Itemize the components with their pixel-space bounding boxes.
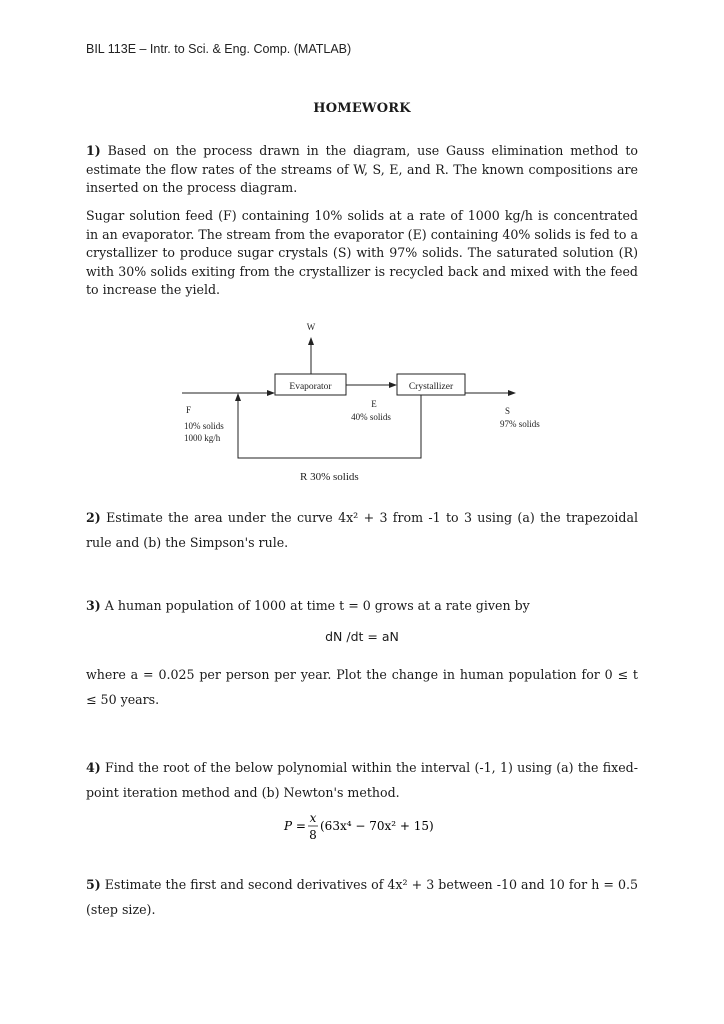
question-4-text: Find the root of the below polynomial within the interval (-1, 1) using (a) the fixed-point iteration method and (b) Newton's method.: [86, 760, 639, 800]
w-arrowhead: [308, 337, 314, 345]
polynomial-formula: [280, 808, 460, 852]
question-1-number: 1): [86, 143, 101, 158]
page-title: HOMEWORK: [313, 101, 411, 116]
course-header: BIL 113E – Intr. to Sci. & Eng. Comp. (MATLAB): [86, 42, 352, 56]
question-2: [86, 505, 638, 555]
formula-numerator: x: [309, 811, 317, 825]
question-3: [86, 597, 638, 616]
e-arrowhead: [389, 382, 397, 388]
question-4: [86, 755, 638, 805]
e-stream-label: E: [371, 399, 377, 409]
question-3-equation: dN /dt = aN: [325, 629, 399, 644]
recycle-line: [238, 395, 421, 458]
f-rate-label: 1000 kg/h: [184, 433, 221, 443]
question-1-body: Sugar solution feed (F) containing 10% solids at a rate of 1000 kg/h is concentrated in an evaporator. The stream from the evaporator (E) containing 40% solids is fed to a crystallizer to produce sugar crystals (S) with 97% solids. The saturated solution (R) with 30% solids exiting from the crystallizer is recycled back and mixed with the feed to increase the yield.: [86, 208, 638, 297]
e-solids-label: 40% solids: [351, 412, 391, 422]
s-stream-label: S: [505, 406, 511, 416]
formula-rhs: (63x⁴ − 70x² + 15): [320, 819, 434, 833]
w-stream-label: W: [306, 322, 316, 332]
question-2-text: Estimate the area under the curve 4x² + 3 from -1 to 3 using (a) the trapezoidal rule and (b) the Simpson's rule.: [86, 510, 638, 550]
question-5-text: Estimate the first and second derivatives of 4x² + 3 between -10 and 10 for h = 0.5 (step size).: [86, 877, 638, 917]
s-arrowhead: [508, 390, 516, 396]
question-3-after: where a = 0.025 per person per year. Plot the change in human population for 0 ≤ t ≤ 50 years.: [86, 667, 638, 707]
r-stream-label: R 30% solids: [300, 471, 359, 483]
question-3-text: A human population of 1000 at time t = 0 grows at a rate given by: [104, 598, 530, 613]
question-5: [86, 872, 638, 922]
question-1-intro: [86, 142, 638, 198]
crystallizer-label: Crystallizer: [408, 382, 454, 392]
formula-denominator: 8: [309, 828, 317, 842]
feed-arrowhead: [267, 390, 275, 396]
evaporator-label: Evaporator: [289, 382, 332, 392]
question-5-number: 5): [86, 877, 101, 892]
f-solids-label: 10% solids: [184, 421, 224, 431]
s-solids-label: 97% solids: [500, 419, 540, 429]
question-4-number: 4): [86, 760, 101, 775]
question-2-number: 2): [86, 510, 101, 525]
question-3-number: 3): [86, 598, 101, 613]
recycle-arrowhead: [235, 393, 241, 401]
formula-lhs: P =: [284, 819, 306, 833]
process-diagram: [170, 315, 570, 490]
question-1-intro-text: Based on the process drawn in the diagram, use Gauss elimination method to estimate the flow rates of the streams of W, S, E, and R. The known compositions are inserted on the process diagram.: [86, 143, 638, 195]
f-stream-label: F: [186, 405, 192, 415]
